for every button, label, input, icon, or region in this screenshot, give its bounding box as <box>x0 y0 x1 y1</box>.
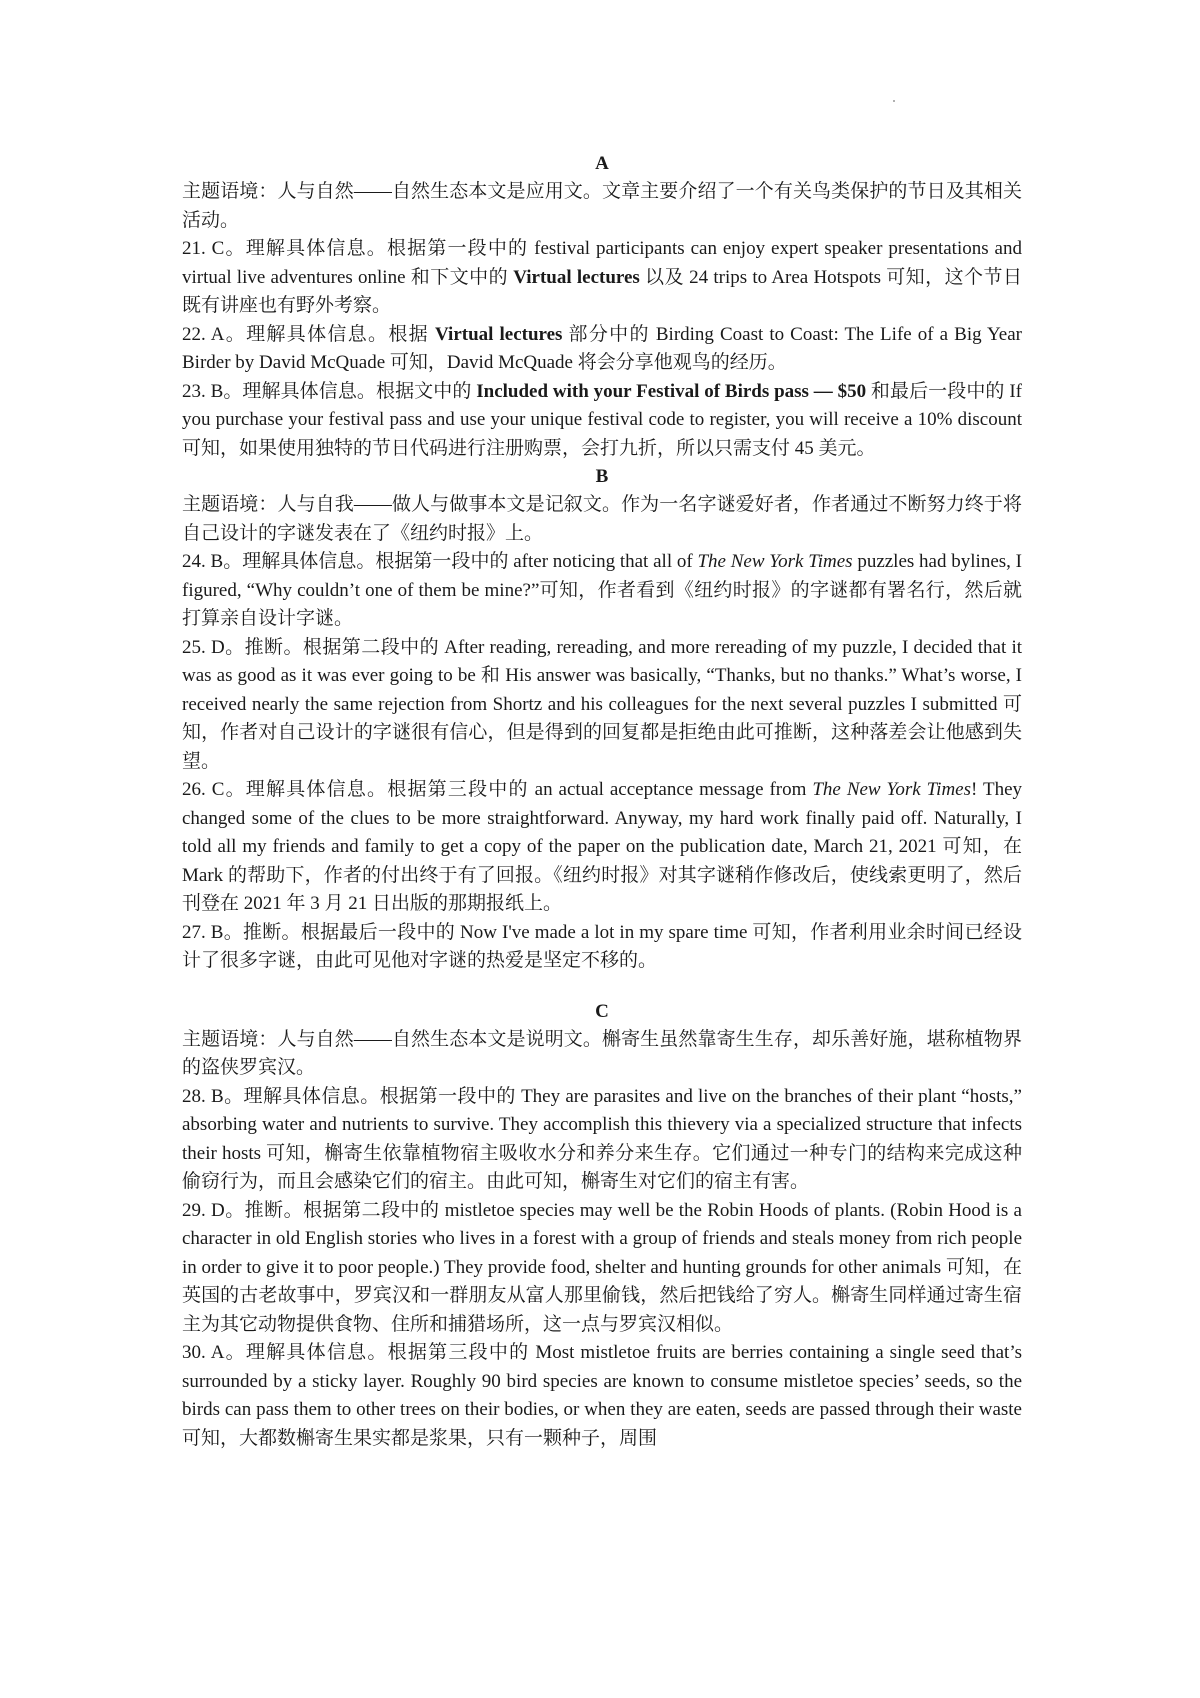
answer-item-26: 26. C。理解具体信息。根据第三段中的 an actual acceptance message from The New York Times! They changed some of the clues to be more straightforward. Anyway, my hard work finally paid off. Naturally, I told all my friends and family to get a copy of the paper on the publication date, March 21, 2021 可知，在 Mark 的帮助下，作者的付出终于有了回报。《纽约时报》对其字谜稍作修改后，使线索更明了，然后刊登在 2021 年 3 月 21 日出版的那期报纸上。 <box>182 779 1022 914</box>
answer-item-22: 22. A。理解具体信息。根据 Virtual lectures 部分中的 Birding Coast to Coast: The Life of a Big Year Birder by David McQuade 可知，David McQuade 将会分享他观鸟的经历。 <box>182 323 1022 373</box>
section-intro: 主题语境：人与自然——自然生态本文是说明文。槲寄生虽然靠寄生生存，却乐善好施，堪称植物界的盗侠罗宾汉。 <box>182 1028 1022 1078</box>
section-heading: B <box>595 466 609 487</box>
section-a <box>182 150 1022 463</box>
answer-item-29: 29. D。推断。根据第二段中的 mistletoe species may well be the Robin Hoods of plants. (Robin Hood is a character in old English stories who lives in a forest with a group of friends and steals money from rich people in order to give it to poor people.) They provide food, shelter and hunting grounds for other animals 可知，在英国的古老故事中，罗宾汉和一群朋友从富人那里偷钱，然后把钱给了穷人。槲寄生同样通过寄生宿主为其它动物提供食物、住所和捕猎场所，这一点与罗宾汉相似。 <box>182 1199 1022 1335</box>
section-intro: 主题语境：人与自我——做人与做事本文是记叙文。作为一名字谜爱好者，作者通过不断努力终于将自己设计的字谜发表在了《纽约时报》上。 <box>182 494 1022 544</box>
answer-item-28: 28. B。理解具体信息。根据第一段中的 They are parasites and live on the branches of their plant “hosts,” absorbing water and nutrients to survive. They accomplish this thievery via a specialized structure that infects their hosts 可知，槲寄生依靠植物宿主吸收水分和养分来生存。它们通过一种专门的结构来完成这种偷窃行为，而且会感染它们的宿主。由此可知，槲寄生对它们的宿主有害。 <box>182 1085 1022 1192</box>
answer-item-21: 21. C。理解具体信息。根据第一段中的 festival participants can enjoy expert speaker presentations and virtual live adventures online 和下文中的 Virtual lectures 以及 24 trips to Area Hotspots 可知，这个节日既有讲座也有野外考察。 <box>182 238 1022 316</box>
answer-explanations <box>182 150 1022 1453</box>
section-intro: 主题语境：人与自然——自然生态本文是应用文。文章主要介绍了一个有关鸟类保护的节日及其相关活动。 <box>182 181 1022 231</box>
answer-item-27: 27. B。推断。根据最后一段中的 Now I've made a lot in my spare time 可知，作者利用业余时间已经设计了很多字谜，由此可见他对字谜的热爱是坚定不移的。 <box>182 921 1022 971</box>
section-heading: A <box>595 153 609 174</box>
section-c <box>182 998 1022 1454</box>
section-heading: C <box>595 1000 609 1022</box>
scan-speck <box>893 100 895 102</box>
answer-item-23: 23. B。理解具体信息。根据文中的 Included with your Festival of Birds pass — $50 和最后一段中的 If you purchase your festival pass and use your unique festival code to register, you will receive a 10% discount 可知，如果使用独特的节日代码进行注册购票，会打九折，所以只需支付 45 美元。 <box>182 380 1022 459</box>
answer-item-24: 24. B。理解具体信息。根据第一段中的 after noticing that all of The New York Times puzzles had bylines, I figured, “Why couldn’t one of them be mine?”可知，作者看到《纽约时报》的字谜都有署名行，然后就打算亲自设计字谜。 <box>182 551 1022 629</box>
answer-item-25: 25. D。推断。根据第二段中的 After reading, rereading, and more rereading of my puzzle, I decided that it was as good as it was ever going to be 和 His answer was basically, “Thanks, but no thanks.” What’s worse, I received nearly the same rejection from Shortz and his colleagues for the next several puzzles I submitted 可知，作者对自己设计的字谜很有信心，但是得到的回复都是拒绝由此可推断，这种落差会让他感到失望。 <box>182 636 1022 772</box>
answer-item-30: 30. A。理解具体信息。根据第三段中的 Most mistletoe fruits are berries containing a single seed that’s surrounded by a sticky layer. Roughly 90 bird species are known to consume mistletoe species’ seeds, so the birds can pass them to other trees on their bodies, or when they are eaten, seeds are passed through their waste 可知，大都数槲寄生果实都是浆果，只有一颗种子，周围 <box>182 1342 1022 1449</box>
section-b <box>182 463 1022 976</box>
section-spacer <box>182 976 1022 998</box>
